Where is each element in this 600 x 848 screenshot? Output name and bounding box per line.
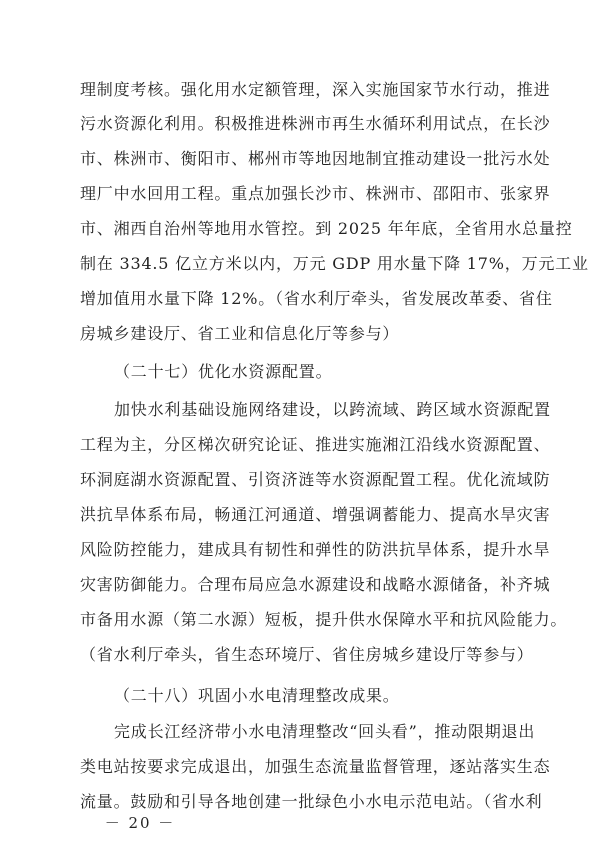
text-line: 灾害防御能力。合理布局应急水源建设和战略水源储备，补齐城 bbox=[80, 575, 551, 594]
page-number: － 20 － bbox=[104, 814, 176, 832]
section-heading: （二十七）优化水资源配置。 bbox=[114, 362, 333, 381]
section-heading: （二十八）巩固小水电清理整改成果。 bbox=[114, 686, 400, 705]
text-line: 环洞庭湖水资源配置、引资济涟等水资源配置工程。优化流域防 bbox=[80, 470, 551, 489]
text-line: 完成长江经济带小水电清理整改“回头看”，推动限期退出 bbox=[114, 722, 536, 741]
text-line: 市、株洲市、衡阳市、郴州市等地因地制宜推动建设一批污水处 bbox=[80, 149, 551, 168]
text-line: 风险防控能力，建成具有韧性和弹性的防洪抗旱体系，提升水旱 bbox=[80, 540, 551, 559]
text-line: （省水利厅牵头，省生态环境厅、省住房城乡建设厅等参与） bbox=[80, 645, 534, 664]
text-line: 类电站按要求完成退出，加强生态流量监督管理，逐站落实生态 bbox=[80, 757, 551, 776]
text-line: 加快水利基础设施网络建设，以跨流域、跨区域水资源配置 bbox=[114, 400, 551, 419]
text-line: 流量。鼓励和引导各地创建一批绿色小水电示范电站。（省水利 bbox=[80, 792, 543, 811]
text-line: 房城乡建设厅、省工业和信息化厅等参与） bbox=[80, 324, 400, 343]
text-line: 工程为主，分区梯次研究论证、推进实施湘江沿线水资源配置、 bbox=[80, 435, 551, 454]
text-line: 市、湘西自治州等地用水管控。到 2025 年年底，全省用水总量控 bbox=[80, 219, 573, 238]
text-line: 市备用水源（第二水源）短板，提升供水保障水平和抗风险能力。 bbox=[80, 610, 568, 629]
text-line: 制在 334.5 亿立方米以内，万元 GDP 用水量下降 17%，万元工业 bbox=[80, 254, 589, 273]
text-line: 增加值用水量下降 12%。（省水利厅牵头，省发展改革委、省住 bbox=[80, 289, 553, 308]
text-line: 污水资源化利用。积极推进株洲市再生水循环利用试点，在长沙 bbox=[80, 114, 551, 133]
text-line: 洪抗旱体系布局，畅通江河通道、增强调蓄能力、提高水旱灾害 bbox=[80, 505, 551, 524]
text-line: 理制度考核。强化用水定额管理，深入实施国家节水行动，推进 bbox=[80, 80, 551, 99]
text-line: 理厂中水回用工程。重点加强长沙市、株洲市、邵阳市、张家界 bbox=[80, 184, 551, 203]
